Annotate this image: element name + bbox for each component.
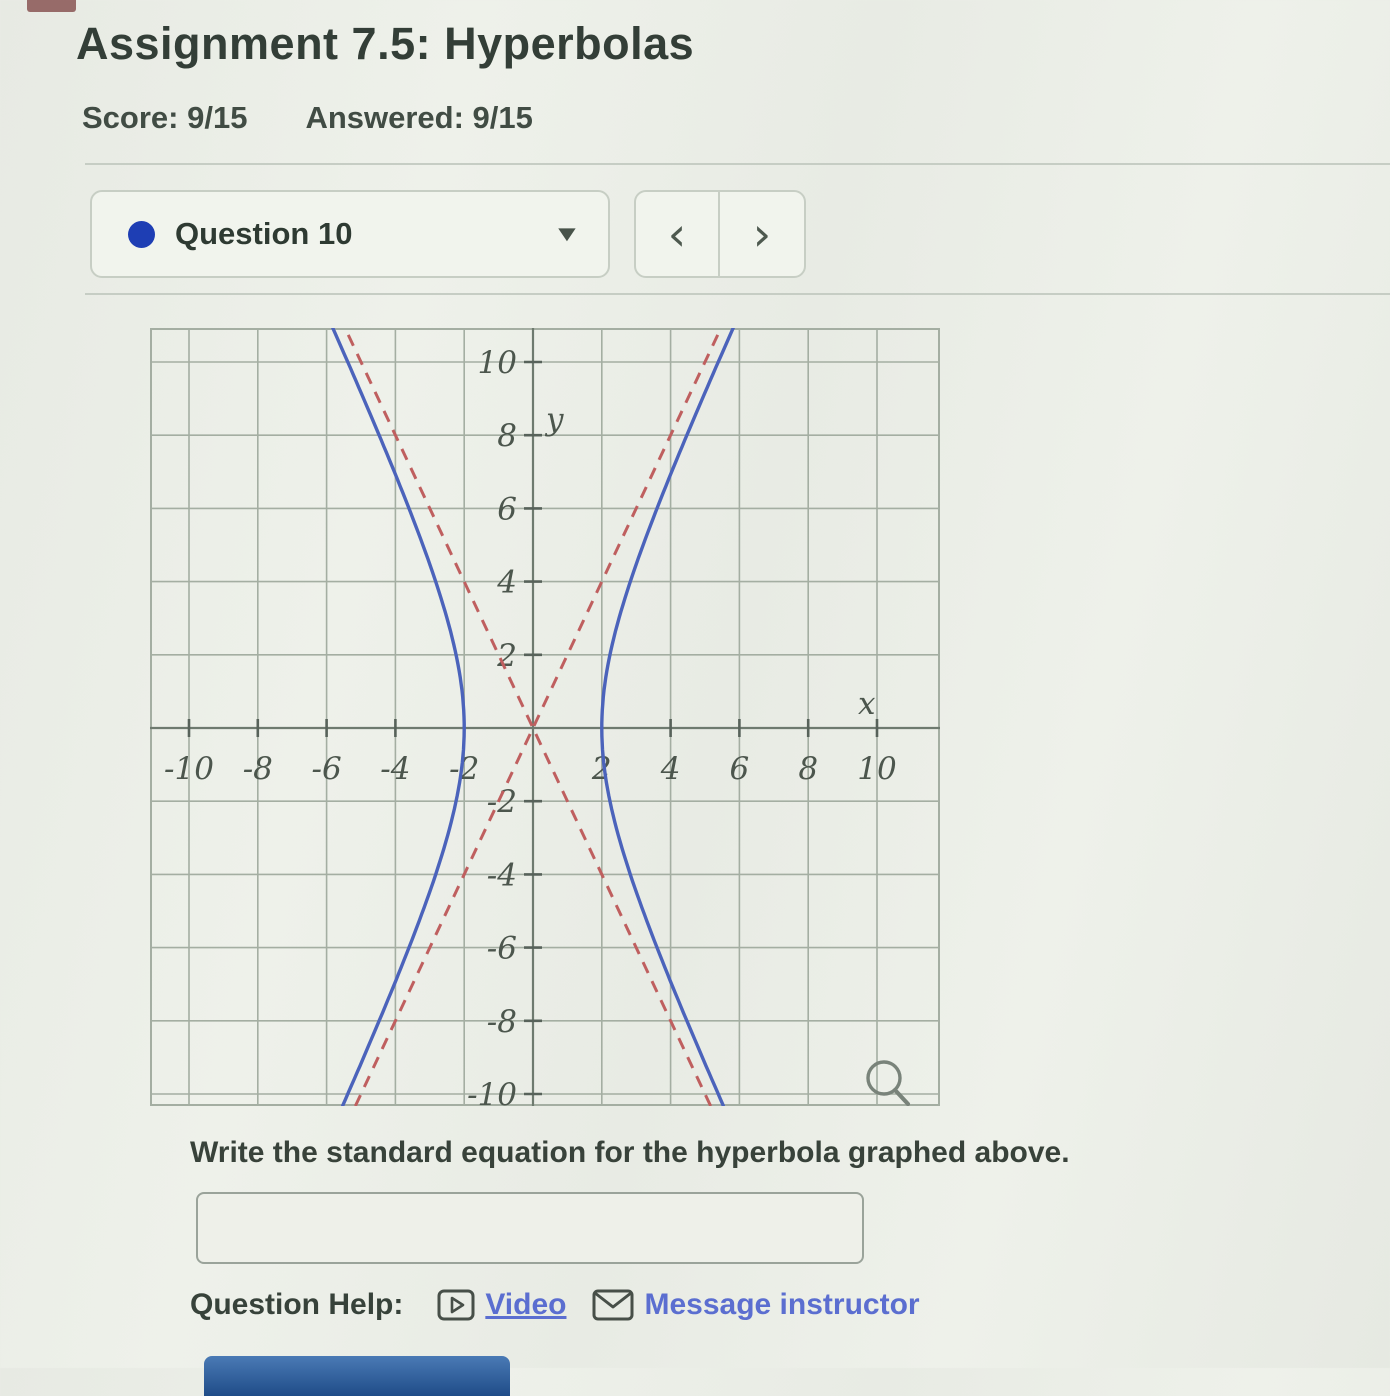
y-tick-label: 8 <box>497 418 517 455</box>
x-tick-label: 2 <box>591 751 612 787</box>
divider-question-bar <box>85 293 1390 295</box>
page-title: Assignment 7.5: Hyperbolas <box>76 18 695 69</box>
y-tick-label: -8 <box>486 1003 517 1040</box>
x-axis-label: x <box>857 686 876 722</box>
chevron-right-icon: › <box>752 207 772 261</box>
question-dropdown-label: Question 10 <box>175 216 353 251</box>
x-tick-label: 10 <box>857 751 897 787</box>
chevron-left-icon: ‹ <box>667 207 687 261</box>
x-tick-label: -8 <box>242 751 273 787</box>
video-link[interactable]: Video <box>485 1288 567 1321</box>
x-tick-label: 6 <box>729 751 750 787</box>
y-tick-label: 4 <box>497 564 517 601</box>
y-tick-label: -4 <box>486 857 517 894</box>
x-tick-label: -6 <box>311 751 342 787</box>
y-tick-label: -2 <box>486 784 517 821</box>
y-axis-label: y <box>546 401 564 438</box>
score-text: Score: 9/15 <box>82 100 248 135</box>
question-help-label: Question Help: <box>190 1288 404 1321</box>
next-question-button[interactable] <box>720 192 804 276</box>
y-tick-label: 2 <box>497 637 517 674</box>
x-tick-label: -4 <box>380 751 411 787</box>
hyperbola-graph <box>150 328 940 1106</box>
divider-top <box>85 163 1390 165</box>
answer-input[interactable] <box>196 1192 864 1264</box>
question-prompt: Write the standard equation for the hyperbola graphed above. <box>190 1136 1070 1169</box>
submit-question-button-partial[interactable] <box>204 1356 510 1396</box>
prev-question-button[interactable] <box>636 192 720 276</box>
hyperbola-right-branch <box>602 328 733 1105</box>
hyperbola-graph-panel <box>150 328 940 1106</box>
asymptote-positive <box>355 328 721 1106</box>
x-tick-label: 4 <box>660 751 681 787</box>
x-tick-label: 8 <box>798 751 819 787</box>
y-tick-label: -6 <box>486 930 517 967</box>
x-tick-label: -10 <box>164 751 214 787</box>
question-nav-group <box>634 190 806 278</box>
envelope-icon[interactable] <box>592 1289 634 1321</box>
y-tick-label: 10 <box>477 345 517 381</box>
plot-border <box>151 329 939 1105</box>
zoom-magnifier-handle[interactable] <box>895 1090 908 1104</box>
screen-edge-artifact <box>27 0 76 12</box>
video-icon[interactable] <box>437 1289 475 1321</box>
question-status-dot-icon <box>128 221 155 248</box>
y-tick-label: 6 <box>497 491 517 528</box>
caret-down-icon: ▼ <box>552 221 582 246</box>
hyperbola-left-branch <box>333 328 464 1105</box>
answered-text: Answered: 9/15 <box>305 100 533 135</box>
score-row <box>82 100 533 136</box>
message-instructor-link[interactable]: Message instructor <box>644 1288 920 1321</box>
y-tick-label: -10 <box>467 1077 517 1106</box>
question-help-row <box>190 1288 920 1322</box>
x-tick-label: -2 <box>449 751 480 787</box>
asymptote-negative <box>345 328 711 1106</box>
question-dropdown[interactable] <box>90 190 610 278</box>
